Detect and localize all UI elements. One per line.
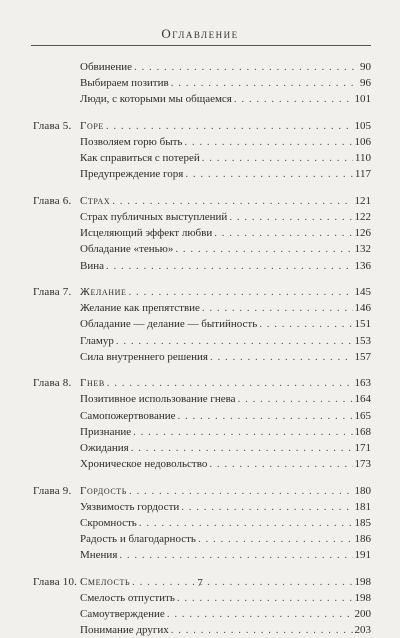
section-title: Смелость отпустить xyxy=(80,592,175,604)
page-ref: 110 xyxy=(354,152,371,165)
toc-entry xyxy=(80,300,371,316)
chapter-title: Смелость xyxy=(80,575,131,588)
toc-section-row xyxy=(0,456,400,472)
toc-section-row xyxy=(0,547,400,563)
toc-section-row xyxy=(0,515,400,531)
header-rule xyxy=(31,45,371,46)
toc-entry xyxy=(80,150,371,166)
section-title: Предупреждение горя xyxy=(80,168,184,181)
toc-entry xyxy=(80,391,371,407)
section-title: Позитивное использование гнева xyxy=(80,393,236,406)
dot-leader xyxy=(116,333,353,349)
toc-section-row xyxy=(0,241,400,257)
page-ref: 198 xyxy=(354,575,371,588)
toc-entry xyxy=(80,622,371,638)
toc-section-row xyxy=(0,499,400,515)
toc-entry xyxy=(80,316,371,332)
chapter-title: Страх xyxy=(80,194,111,207)
dot-leader xyxy=(134,59,358,75)
page-number: 7 xyxy=(197,577,203,589)
chapter-label: Глава 7. xyxy=(33,286,72,298)
dot-leader xyxy=(171,75,358,91)
toc-section-row xyxy=(0,590,400,606)
page-ref: 106 xyxy=(354,136,371,148)
toc-entry xyxy=(80,333,371,349)
toc-entry xyxy=(80,590,371,606)
chapter-title: Гнев xyxy=(80,377,105,390)
page-ref: 96 xyxy=(360,77,371,90)
section-title: Сила внутреннего решения xyxy=(80,350,208,363)
page-ref: 168 xyxy=(354,425,371,438)
toc-entry xyxy=(80,547,371,563)
toc-section-row xyxy=(0,531,400,547)
section-title: Признание xyxy=(80,425,132,438)
page-ref: 171 xyxy=(354,442,371,454)
page-ref: 153 xyxy=(354,334,371,347)
page-ref: 185 xyxy=(354,517,371,529)
dot-leader xyxy=(210,349,353,365)
dot-leader xyxy=(106,258,353,274)
toc-entry xyxy=(80,515,371,531)
chapter-title: Желание xyxy=(80,286,127,298)
toc-entry xyxy=(80,166,371,182)
page-ref: 122 xyxy=(354,211,371,223)
toc-chapter-row xyxy=(0,284,400,300)
dot-leader xyxy=(106,118,353,134)
page-ref: 191 xyxy=(354,549,371,562)
dot-leader xyxy=(202,300,353,316)
toc-chapter-row xyxy=(0,483,400,499)
page-ref: 165 xyxy=(354,409,371,422)
dot-leader xyxy=(112,193,352,209)
dot-leader xyxy=(131,440,353,456)
dot-leader xyxy=(184,134,352,150)
dot-leader xyxy=(202,150,353,166)
page-ref: 151 xyxy=(354,318,371,331)
section-title: Вина xyxy=(80,259,104,272)
section-title: Хроническое недовольство xyxy=(80,458,208,471)
toc-entry xyxy=(80,134,371,150)
toc-entry xyxy=(80,424,371,440)
section-title: Самоутверждение xyxy=(80,608,165,621)
page-ref: 90 xyxy=(360,61,371,73)
dot-leader xyxy=(107,375,353,391)
page-ref: 173 xyxy=(354,458,371,471)
toc-chapter-row xyxy=(0,118,400,134)
section-title: Желание как препятствие xyxy=(80,302,200,315)
toc-section-row xyxy=(0,333,400,349)
toc-section-row xyxy=(0,75,400,91)
toc-section-row xyxy=(0,440,400,456)
toc-entry xyxy=(80,209,371,225)
toc-chapter-row xyxy=(0,193,400,209)
page-ref: 117 xyxy=(354,168,371,181)
dot-leader xyxy=(128,284,352,300)
section-title: Ожидания xyxy=(80,442,129,454)
dot-leader xyxy=(178,408,353,424)
chapter-label: Глава 10. xyxy=(33,575,78,588)
toc-entry xyxy=(80,91,371,107)
section-title: Позволяем горю быть xyxy=(80,136,183,148)
chapter-label: Глава 9. xyxy=(33,484,72,497)
toc-section-row xyxy=(0,91,400,107)
toc-section-row xyxy=(0,391,400,407)
chapter-label: Глава 6. xyxy=(33,194,72,207)
dot-leader xyxy=(234,91,353,107)
toc-entry xyxy=(80,258,371,274)
toc-chapter-row xyxy=(0,375,400,391)
section-title: Понимание других xyxy=(80,624,169,637)
section-title: Как справиться с потерей xyxy=(80,152,200,165)
dot-leader xyxy=(129,483,353,499)
toc-entry xyxy=(80,606,371,622)
chapter-label: Глава 8. xyxy=(33,377,72,390)
toc-entry xyxy=(80,456,371,472)
dot-leader xyxy=(175,241,352,257)
toc-entry xyxy=(80,483,371,499)
toc-section-row xyxy=(0,209,400,225)
page-ref: 136 xyxy=(354,259,371,272)
dot-leader xyxy=(133,424,352,440)
page-ref: 181 xyxy=(354,500,371,513)
dot-leader xyxy=(171,622,353,638)
toc-section-row xyxy=(0,225,400,241)
toc-entry xyxy=(80,193,371,209)
toc-entry xyxy=(80,531,371,547)
dot-leader xyxy=(181,499,352,515)
toc-entry xyxy=(80,499,371,515)
toc-section-row xyxy=(0,166,400,182)
dot-leader xyxy=(139,515,353,531)
toc-section-row xyxy=(0,408,400,424)
toc-entry xyxy=(80,225,371,241)
chapter-label: Глава 5. xyxy=(33,119,72,132)
section-title: Выбираем позитив xyxy=(80,77,169,90)
chapter-title: Горе xyxy=(80,119,104,132)
toc-entry xyxy=(80,241,371,257)
page-ref: 186 xyxy=(354,533,371,546)
chapter-title: Гордость xyxy=(80,484,127,497)
dot-leader xyxy=(209,456,352,472)
section-title: Страх публичных выступлений xyxy=(80,211,228,223)
toc-section-row xyxy=(0,59,400,75)
toc-section-row xyxy=(0,134,400,150)
page-ref: 101 xyxy=(354,93,371,106)
dot-leader xyxy=(214,225,352,241)
toc-section-row xyxy=(0,258,400,274)
dot-leader xyxy=(119,547,352,563)
section-title: Исцеляющий эффект любви xyxy=(80,227,213,240)
page-ref: 121 xyxy=(354,194,371,207)
page-ref: 157 xyxy=(354,350,371,363)
toc-section-row xyxy=(0,300,400,316)
dot-leader xyxy=(177,590,353,606)
toc-entry xyxy=(80,440,371,456)
page-ref: 164 xyxy=(354,393,371,406)
section-title: Люди, с которыми мы общаемся xyxy=(80,93,232,106)
running-head: Оглавление xyxy=(161,26,239,41)
dot-leader xyxy=(229,209,352,225)
toc-section-row xyxy=(0,606,400,622)
toc-section-row xyxy=(0,150,400,166)
section-title: Скромность xyxy=(80,517,137,529)
toc-entry xyxy=(80,59,371,75)
page-ref: 145 xyxy=(354,286,371,298)
section-title: Обладание — делание — бытийность xyxy=(80,318,258,331)
page-ref: 200 xyxy=(354,608,371,621)
page-ref: 163 xyxy=(354,377,371,390)
dot-leader xyxy=(167,606,353,622)
dot-leader xyxy=(238,391,353,407)
toc-section-row xyxy=(0,622,400,638)
section-title: Гламур xyxy=(80,334,114,347)
section-title: Обвинение xyxy=(80,61,133,73)
page-ref: 203 xyxy=(354,624,371,637)
page-ref: 126 xyxy=(354,227,371,240)
section-title: Самопожертвование xyxy=(80,409,176,422)
dot-leader xyxy=(198,531,353,547)
toc-entry xyxy=(80,118,371,134)
toc-entry xyxy=(80,408,371,424)
toc-entry xyxy=(80,284,371,300)
page-ref: 198 xyxy=(354,592,371,604)
toc-entry xyxy=(80,75,371,91)
toc-entry xyxy=(80,349,371,365)
page-ref: 180 xyxy=(354,484,371,497)
section-title: Уязвимость гордости xyxy=(80,500,180,513)
toc-entry xyxy=(80,375,371,391)
toc-section-row xyxy=(0,424,400,440)
dot-leader xyxy=(259,316,352,332)
section-title: Радость и благодарность xyxy=(80,533,196,546)
page-ref: 105 xyxy=(354,119,371,132)
section-title: Обладание «тенью» xyxy=(80,243,174,256)
page-ref: 146 xyxy=(354,302,371,315)
toc-section-row xyxy=(0,349,400,365)
section-title: Мнения xyxy=(80,549,118,562)
page-ref: 132 xyxy=(354,243,371,256)
dot-leader xyxy=(185,166,353,182)
toc-section-row xyxy=(0,316,400,332)
